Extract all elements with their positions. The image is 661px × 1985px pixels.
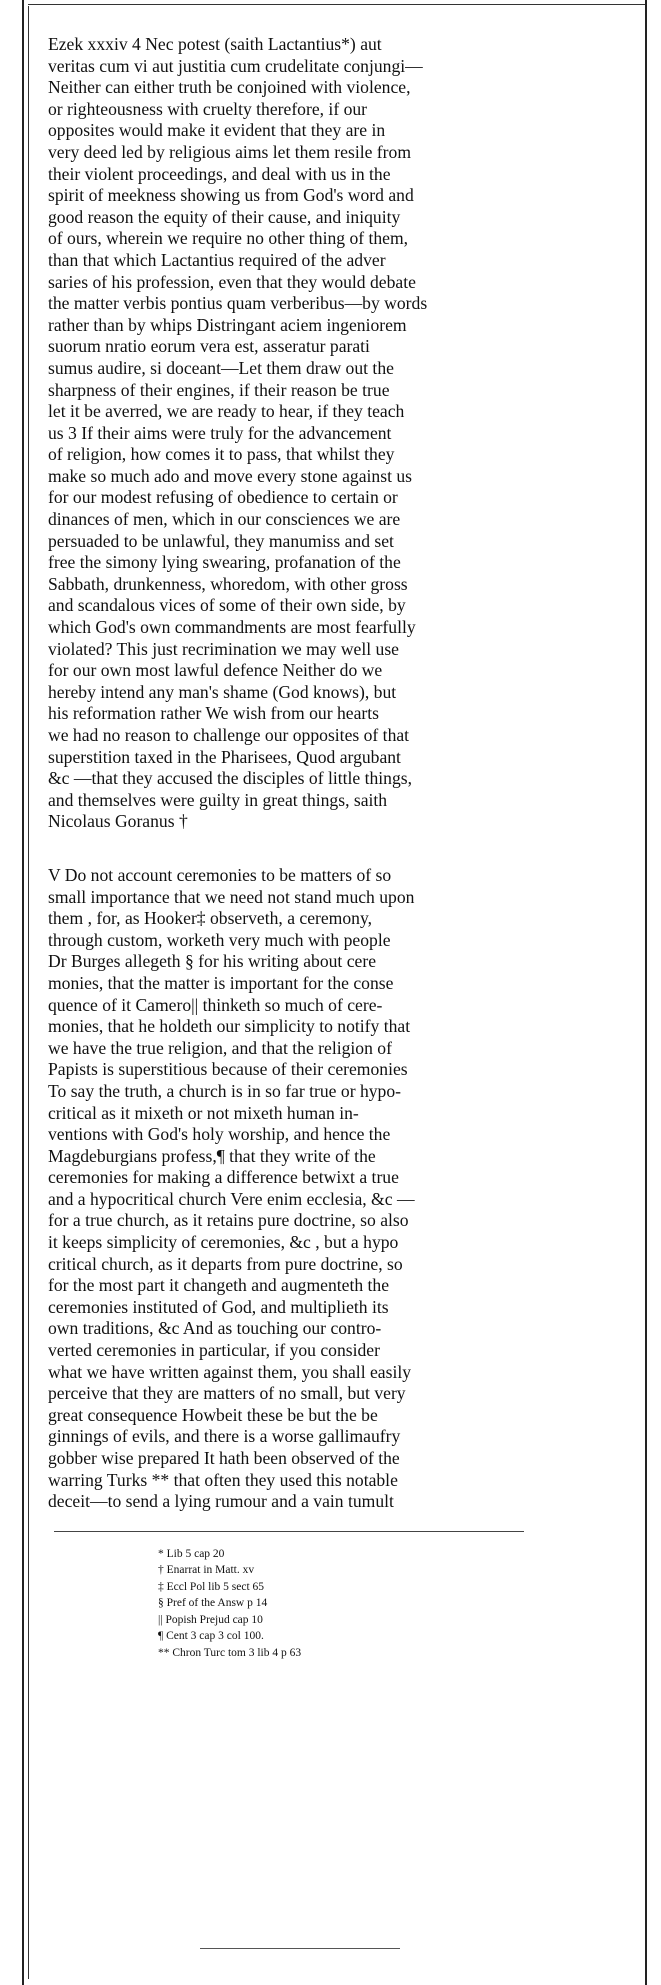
text-line: Dr Burges allegeth § for his writing about cere <box>48 951 377 972</box>
text-line: and a hypocritical church Vere enim ecclesia, &c — <box>48 1188 415 1209</box>
footnote: ‡ Eccl Pol lib 5 sect 65 <box>158 1580 265 1593</box>
text-line: gobber wise prepared It hath been observed of the <box>48 1448 400 1468</box>
text-line: deceit—to send a lying rumour and a vain tumult <box>48 1491 394 1512</box>
text-line: sharpness of their engines, if their reason be true <box>48 379 390 400</box>
text-line: monies, that he holdeth our simplicity to notify that <box>48 1016 411 1037</box>
text-line: free the simony lying swearing, profanation of the <box>48 552 401 573</box>
footnote-separator <box>54 1531 524 1532</box>
footnote: * Lib 5 cap 20 <box>158 1547 225 1560</box>
text-line: sumus audire, si doceant—Let them draw out the <box>48 357 394 378</box>
text-line: or righteousness with cruelty therefore, if our <box>48 98 368 119</box>
footnotes <box>158 1546 608 1662</box>
text-line: them , for, as Hooker‡ observeth, a ceremony, <box>48 908 373 929</box>
text-line: perceive that they are matters of no small, but very <box>48 1383 406 1404</box>
text-line: their violent proceedings, and deal with us in the <box>48 163 391 184</box>
paragraph-ceremonies <box>48 865 608 1513</box>
text-line: spirit of meekness showing us from God's word and <box>48 185 414 206</box>
text-line: hereby intend any man's shame (God knows), but <box>48 681 397 702</box>
text-line: verted ceremonies in particular, if you consider <box>48 1340 380 1361</box>
text-line: for our own most lawful defence Neither do we <box>48 660 383 681</box>
text-line: To say the truth, a church is in so far true or hypo- <box>48 1080 401 1101</box>
document-page <box>48 34 608 1661</box>
page-border-left-inner <box>28 6 29 1979</box>
text-line: which God's own commandments are most fearfully <box>48 617 416 638</box>
page-border-left <box>22 0 24 1985</box>
text-line: dinances of men, which in our consciences we are <box>48 509 401 530</box>
text-line: small importance that we need not stand much upon <box>48 886 415 907</box>
text-line: it keeps simplicity of ceremonies, &c , but a hypo <box>48 1232 399 1253</box>
footnote: ¶ Cent 3 cap 3 col 100. <box>158 1630 264 1643</box>
text-line: persuaded to be unlawful, they manumiss and set <box>48 530 394 551</box>
text-line: of ours, wherein we require no other thing of them, <box>48 228 409 249</box>
text-line: quence of it Camero|| thinketh so much of cere- <box>48 994 383 1015</box>
text-line: what we have written against them, you shall easily <box>48 1361 412 1382</box>
text-line: suorum nratio eorum vera est, asseratur parati <box>48 336 370 357</box>
text-line: through custom, worketh very much with people <box>48 929 391 950</box>
text-line: ventions with God's holy worship, and hence the <box>48 1124 391 1145</box>
page-border-right <box>645 0 647 1985</box>
text-line: Neither can either truth be conjoined with violence, <box>48 77 411 98</box>
text-line: for a true church, as it retains pure doctrine, so also <box>48 1210 409 1231</box>
text-line: own traditions, &c And as touching our contro- <box>48 1318 382 1339</box>
text-line: critical as it mixeth or not mixeth human in- <box>48 1102 359 1123</box>
text-line: great consequence Howbeit these be but the be <box>48 1404 378 1425</box>
text-line: very deed led by religious aims let them resile from <box>48 141 412 162</box>
text-line: Sabbath, drunkenness, whoredom, with other gross <box>48 573 408 594</box>
text-line: and themselves were guilty in great things, saith <box>48 789 388 810</box>
text-line: Ezek xxxiv 4 Nec potest (saith Lactantius*) aut <box>48 34 382 54</box>
footnote: || Popish Prejud cap 10 <box>158 1613 263 1626</box>
text-line: his reformation rather We wish from our hearts <box>48 703 379 724</box>
text-line: rather than by whips Distringant aciem ingeniorem <box>48 314 407 335</box>
footnote: § Pref of the Answ p 14 <box>158 1597 268 1610</box>
text-line: veritas cum vi aut justitia cum crudelitate conjungi— <box>48 55 423 76</box>
text-line: and scandalous vices of some of their own side, by <box>48 595 406 616</box>
text-line: us 3 If their aims were truly for the advancement <box>48 422 392 443</box>
text-line: warring Turks ** that often they used this notable <box>48 1469 398 1490</box>
text-line: let it be averred, we are ready to hear, if they teach <box>48 401 405 422</box>
text-line: ceremonies for making a difference betwixt a true <box>48 1167 399 1188</box>
text-line: monies, that the matter is important for the conse <box>48 972 394 993</box>
text-line: for our modest refusing of obedience to certain or <box>48 487 398 508</box>
text-line: superstition taxed in the Pharisees, Quod argubant <box>48 746 401 767</box>
text-line: we have the true religion, and that the religion of <box>48 1037 392 1058</box>
text-line: of religion, how comes it to pass, that whilst they <box>48 444 395 465</box>
text-line: Papists is superstitious because of their ceremonies <box>48 1059 408 1080</box>
text-line: V Do not account ceremonies to be matters of so <box>48 864 392 885</box>
text-line: the matter verbis pontius quam verberibus—by words <box>48 293 428 314</box>
text-line: violated? This just recrimination we may well use <box>48 638 399 659</box>
text-line: good reason the equity of their cause, and iniquity <box>48 206 401 227</box>
text-line: for the most part it changeth and augmenteth the <box>48 1275 390 1296</box>
text-line: Magdeburgians profess,¶ that they write of the <box>48 1145 376 1166</box>
text-line: critical church, as it departs from pure doctrine, so <box>48 1253 403 1274</box>
page-bottom-rule <box>200 1948 400 1949</box>
text-line: &c —that they accused the disciples of little things, <box>48 768 413 789</box>
text-line: we had no reason to challenge our opposites of that <box>48 725 410 745</box>
text-line: opposites would make it evident that they are in <box>48 120 386 141</box>
text-line: ginnings of evils, and there is a worse gallimaufry <box>48 1426 401 1447</box>
paragraph-ezekiel <box>48 34 608 833</box>
text-line: Nicolaus Goranus † <box>48 811 188 832</box>
text-line: than that which Lactantius required of the adver <box>48 249 386 270</box>
page-border-top <box>28 4 645 5</box>
text-line: make so much ado and move every stone against us <box>48 465 412 486</box>
footnote: ** Chron Turc tom 3 lib 4 p 63 <box>158 1646 302 1659</box>
text-line: saries of his profession, even that they would debate <box>48 271 416 292</box>
text-line: ceremonies instituted of God, and multiplieth its <box>48 1296 389 1317</box>
footnote: † Enarrat in Matt. xv <box>158 1564 255 1577</box>
